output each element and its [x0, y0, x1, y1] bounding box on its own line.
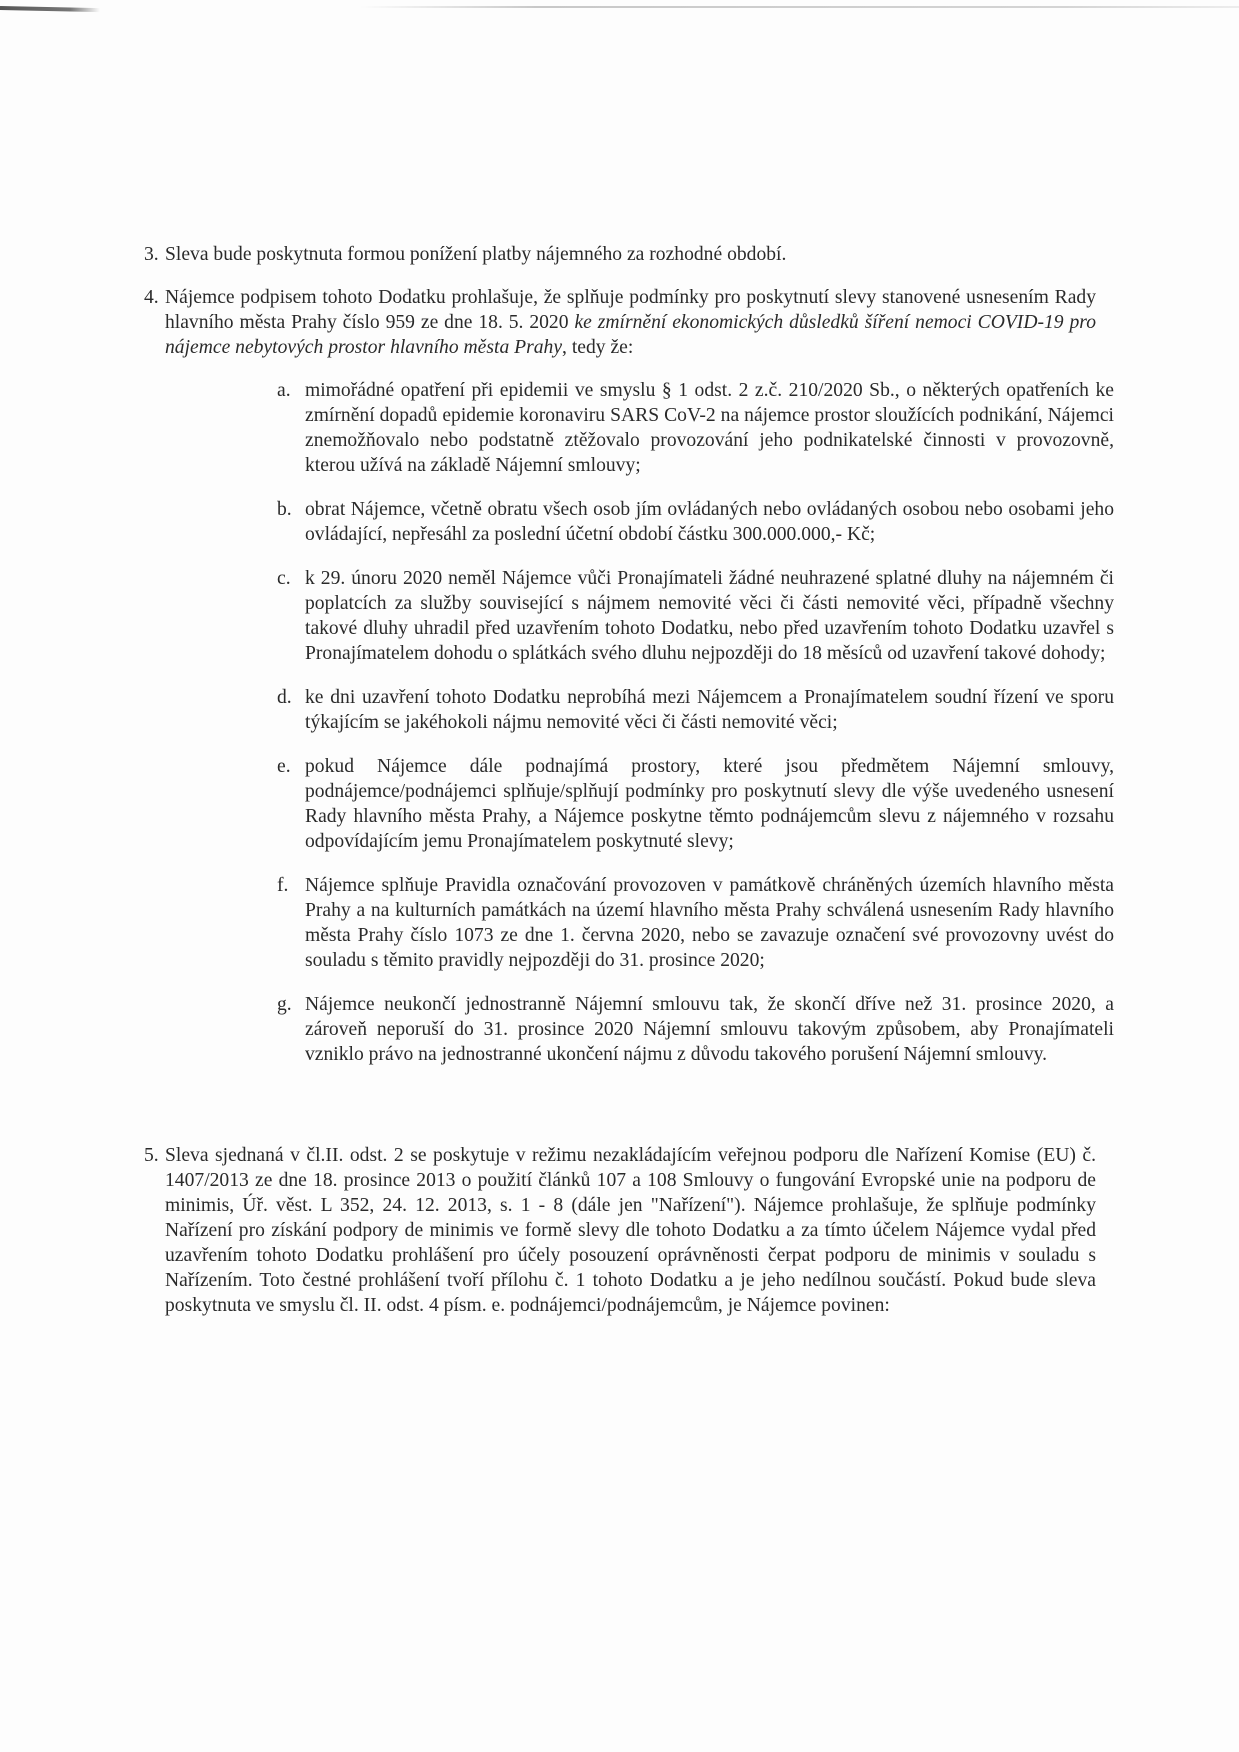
condition-list [277, 378, 1114, 1067]
resolution-title: ke zmírnění ekonomických důsledků šíření nemoci COVID-19 pro nájemce nebytových prostor hlavního města Prahy [165, 312, 1096, 358]
condition-text: obrat Nájemce, včetně obratu všech osob jím ovládaných nebo ovládaných osobou nebo osobami jeho ovládající, nepřesáhl za poslední účetní období částku 300.000.000,- Kč; [305, 499, 1114, 545]
clause-3 [146, 242, 1096, 267]
scan-artifact-mark [0, 6, 100, 12]
clause-text: Nájemce podpisem tohoto Dodatku prohlašuje, že splňuje podmínky pro poskytnutí slevy stanovené usnesením Rady hlavního města Prahy číslo 959 ze dne 18. 5. 2020 [165, 287, 1096, 333]
condition-item-g [277, 992, 1114, 1067]
clause-number: 4. [144, 287, 159, 308]
condition-text: Nájemce splňuje Pravidla označování provozoven v památkově chráněných územích hlavního města Prahy a na kulturních památkách na území hlavního města Prahy schválená usnesením Rady hlavního města Prahy číslo 1073 ze dne 1. června 2020, nebo se zavazuje označení své provozovny uvést do souladu s těmito pravidly nejpozději do 31. prosince 2020; [305, 875, 1114, 971]
condition-letter: f. [277, 875, 289, 896]
condition-text: Nájemce neukončí jednostranně Nájemní smlouvu tak, že skončí dříve než 31. prosince 2020, a zároveň neporuší do 31. prosince 2020 Nájemní smlouvu takovým způsobem, aby Pronajímateli vzniklo právo na jednostranné ukončení nájmu z důvodu takového porušení Nájemní smlouvy. [305, 994, 1114, 1065]
clause-text: Sleva sjednaná v čl.II. odst. 2 se poskytuje v režimu nezakládajícím veřejnou podporu dle Nařízení Komise (EU) č. 1407/2013 ze dne 18. prosince 2013 o použití článků 107 a 108 Smlouvy o fungování Evropské unie na podporu de minimis, Úř. věst. L 352, 24. 12. 2013, s. 1 - 8 (dále jen "Nařízení"). Nájemce prohlašuje, že splňuje podmínky Nařízení pro získání podpory de minimis ve formě slevy dle tohoto Dodatku a za tímto účelem Nájemce vydal před uzavřením tohoto Dodatku prohlášení pro účely posouzení oprávněnosti čerpat podporu de minimis v souladu s Nařízením. Toto čestné prohlášení tvoří přílohu č. 1 tohoto Dodatku a je jeho nedílnou součástí. Pokud bude sleva poskytnuta ve smyslu čl. II. odst. 4 písm. e. podnájemci/podnájemcům, je Nájemce povinen: [165, 1145, 1096, 1316]
condition-letter: c. [277, 568, 291, 589]
scan-artifact-line [360, 6, 1239, 8]
clause-text-end: , tedy že: [562, 337, 634, 358]
condition-letter: a. [277, 380, 291, 401]
document-body [144, 242, 1114, 1318]
condition-letter: b. [277, 499, 292, 520]
clause-number: 5. [144, 1145, 159, 1166]
condition-item-a [277, 378, 1114, 478]
clause-number: 3. [144, 244, 159, 265]
clause-text: Sleva bude poskytnuta formou ponížení platby nájemného za rozhodné období. [165, 244, 787, 265]
condition-letter: d. [277, 687, 292, 708]
condition-letter: e. [277, 756, 291, 777]
condition-item-e [277, 754, 1114, 854]
condition-text: pokud Nájemce dále podnajímá prostory, které jsou předmětem Nájemní smlouvy, podnájemce/podnájemci splňuje/splňují podmínky pro poskytnutí slevy dle výše uvedeného usnesení Rady hlavního města Prahy, a Nájemce poskytne těmto podnájemcům slevu z nájemného v rozsahu odpovídajícím jemu Pronajímatelem poskytnuté slevy; [305, 756, 1114, 852]
condition-item-c [277, 566, 1114, 666]
condition-letter: g. [277, 994, 292, 1015]
condition-item-d [277, 685, 1114, 735]
condition-text: mimořádné opatření při epidemii ve smyslu § 1 odst. 2 z.č. 210/2020 Sb., o některých opatřeních ke zmírnění dopadů epidemie koronaviru SARS CoV-2 na nájemce prostor sloužících podnikání, Nájemci znemožňovalo nebo podstatně ztěžovalo provozování jeho podnikatelské činnosti v provozovně, kterou užívá na základě Nájemní smlouvy; [305, 380, 1114, 476]
clause-4 [144, 285, 1114, 1067]
condition-text: k 29. únoru 2020 neměl Nájemce vůči Pronajímateli žádné neuhrazené splatné dluhy na nájemném či poplatcích za služby související s nájmem nemovité věci či části nemovité věci, případně všechny takové dluhy uhradil před uzavřením tohoto Dodatku, nebo před uzavřením tohoto Dodatku uzavřel s Pronajímatelem dohodu o splátkách svého dluhu nejpozději do 18 měsíců od uzavření takové dohody; [305, 568, 1114, 664]
condition-text: ke dni uzavření tohoto Dodatku neprobíhá mezi Nájemcem a Pronajímatelem soudní řízení ve sporu týkajícím se jakéhokoli nájmu nemovité věci či části nemovité věci; [305, 687, 1114, 733]
condition-item-b [277, 497, 1114, 547]
condition-item-f [277, 873, 1114, 973]
clause-5 [146, 1143, 1096, 1318]
